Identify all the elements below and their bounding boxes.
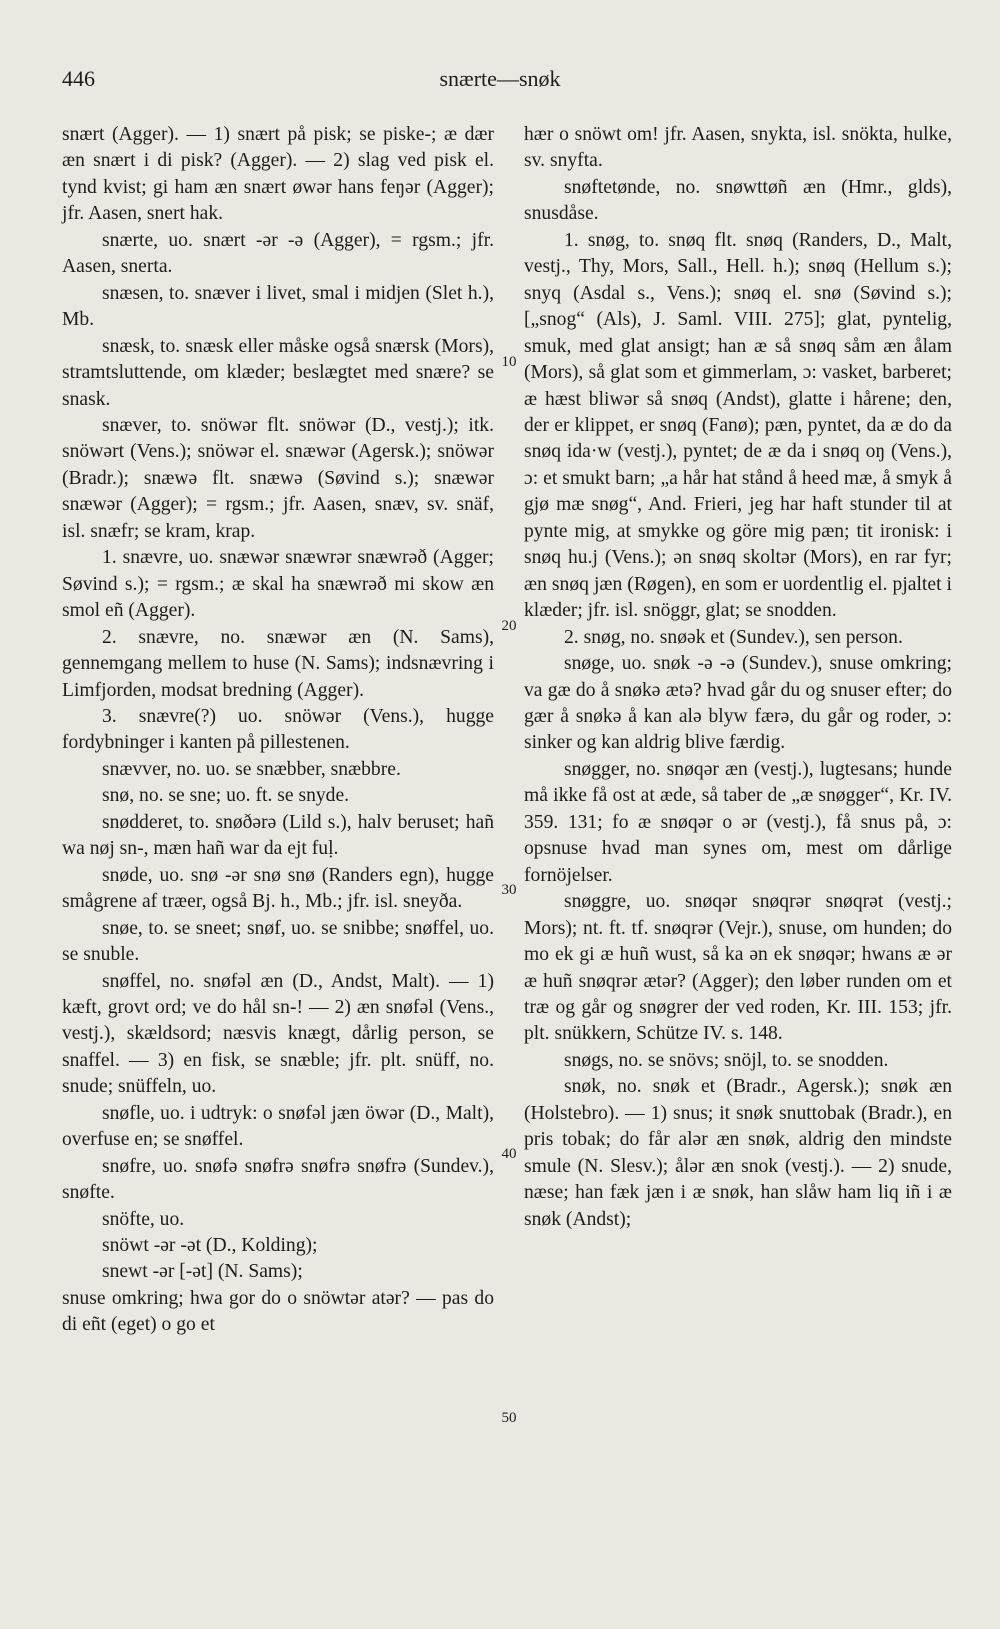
line-number: 50: [501, 1410, 517, 1426]
left-column: [62, 122, 494, 1339]
entry-form-line: snöwt -ər -ət (D., Kolding);: [102, 1235, 318, 1257]
entry: snøfre, uo. snøfə snøfrə snøfrə snøfrə (Sundev.), snøfte.: [62, 1155, 494, 1204]
entry: snøe, to. se sneet; snøf, uo. se snibbe; snøffel, uo. se snuble.: [62, 917, 494, 966]
entry: 3. snævre(?) uo. snöwər (Vens.), hugge fordybninger i kanten på pillestenen.: [62, 705, 494, 754]
entry-continuation: hær o snöwt om! jfr. Aasen, snykta, isl. snökta, hulke, sv. snyfta.: [524, 124, 952, 172]
entry: 1. snævre, uo. snæwər snæwrər snæwrəð (Agger; Søvind s.); = rgsm.; æ skal ha snæwrəð mi skow æn smol eñ (Agger).: [62, 547, 494, 622]
entry: snødderet, to. snøðərə (Lild s.), halv beruset; hañ wa nøj sn-, mæn hañ war da ejt fuḷ.: [62, 811, 494, 860]
entry: snæver, to. snöwər flt. snöwər (D., vestj.); itk. snöwərt (Vens.); snöwər el. snæwər (Agersk.); snöwər (Bradr.); snæwə flt. snæwə (Søvind s.); snæwər snæwər (Agger); = rgsm.; jfr. Aasen, snæv, sv. snäf, isl. snæfr; se kram, krap.: [62, 414, 494, 542]
line-number: 30: [501, 882, 517, 898]
entry: 2. snævre, no. snæwər æn (N. Sams), gennemgang mellem to huse (N. Sams); indsnævring i Limfjorden, modsat bredning (Agger).: [62, 626, 494, 701]
entry: snøftetønde, no. snøwttøñ æn (Hmr., glds), snusdåse.: [524, 176, 952, 225]
entry-continuation: snuse omkring; hwa gor do o snöwtər atər? — pas do di eñt (eget) o go et: [62, 1287, 494, 1336]
entry: snæsk, to. snæsk eller måske også snærsk (Mors), stramtsluttende, om klæder; beslægtet med snære? se snask.: [62, 335, 494, 410]
entry: 1. snøg, to. snøq flt. snøq (Randers, D., Malt, vestj., Thy, Mors, Sall., Hell. h.); snøq (Hellum s.); snyq (Asdal s., Vens.); snøq el. snø (Søvind s.); [„snog“ (Als), J. Saml. VIII. 275]; glat, pyntelig, smuk, med glat ansigt; han æ så snøq såm æn ålam (Mors), så glat som et gimmerlam, ɔ: vasket, barberet; æ hæst bliwər så snøq (Andst), glatte i hårene; den, der er klippet, er snøq (Fanø); pæn, pyntet, da æ do da snøq ida·w (vestj.), pyntet; de æ da i snøq oŋ (Vens.), ɔ: et smukt barn; „a hår hat stånd å heed mæ, å smyk å gjø mæ snøg“, And. Frieri, jeg har haft stunder til at pynte mig, at smykke og göre mig pæn; tit ironisk: i snøq hu.j (Vens.); ən snøq skoltər (Mors), en rar fyr; æn snøq jæn (Røgen), en som er uordentlig el. pjaltet i klæder; jfr. isl. snöggr, glat; se snodden.: [524, 229, 952, 622]
entry: snæsen, to. snæver i livet, smal i midjen (Slet h.), Mb.: [62, 282, 494, 331]
line-number: 10: [501, 354, 517, 370]
entry: 2. snøg, no. snøək et (Sundev.), sen person.: [564, 626, 903, 648]
entry: snöfte, uo.: [102, 1208, 185, 1230]
entry: snævver, no. uo. se snæbber, snæbbre.: [102, 758, 401, 780]
entry: snø, no. se sne; uo. ft. se snyde.: [102, 785, 350, 807]
running-head: snærte—snøk: [439, 66, 561, 91]
entry: snøk, no. snøk et (Bradr., Agersk.); snøk æn (Holstebro). — 1) snus; it snøk snuttobak (Bradr.), en pris tobak; do får alər æn snøk, aldrig den mindste smule (N. Slesv.); ålər æn snok (vestj.). — 2) snude, næse; han fæk jæn i æ snøk, han slåw ham liq iñ i æ snøk (Andst);: [524, 1076, 952, 1230]
line-number: 20: [501, 618, 517, 634]
page-header: [62, 66, 938, 96]
entry: snærte, uo. snært -ər -ə (Agger), = rgsm.; jfr. Aasen, snerta.: [62, 229, 494, 278]
right-column: [524, 122, 952, 1233]
entry: snøge, uo. snøk -ə -ə (Sundev.), snuse omkring; va gæ do å snøkə ætə? hvad går du og snuser efter; do gær å snøkə å kan alə blyw færə, du går og roder, ɔ: sinker og kan aldrig blive færdig.: [524, 653, 952, 754]
entry-form-line: snewt -ər [-ət] (N. Sams);: [102, 1261, 303, 1283]
line-number: 40: [501, 1146, 517, 1162]
entry: snært (Agger). — 1) snært på pisk; se piske-; æ dær æn snært i di pisk? (Agger). — 2) slag ved pisk el. tynd kvist; gi ham æn snært øwər hans feŋər (Agger); jfr. Aasen, snert hak.: [62, 124, 494, 225]
entry: snøgger, no. snøqər æn (vestj.), lugtesans; hunde må ikke få ost at æde, så taber de „æ snøgger“, Kr. IV. 359. 131; fo æ snøqər o ər (vestj.), få snus på, ɔ: opsnuse hvad man synes om, mest om dårlige fornöjelser.: [524, 758, 952, 886]
entry: snøggre, uo. snøqər snøqrər snøqrət (vestj.; Mors); nt. ft. tf. snøqrər (Vejr.), snuse, om hunden; do mo ek gi æ huñ wust, så ka ən ek snøqər; hwans æ ər æ huñ snøqrər ætər? (Agger); den løber runden om et træ og går og snøgrer der ved roden, Kr. III. 153; jfr. plt. snükkern, Schütze IV. s. 148.: [524, 891, 952, 1045]
entry: snøde, uo. snø -ər snø snø (Randers egn), hugge smågrene af træer, også Bj. h., Mb.; jfr. isl. sneyða.: [62, 864, 494, 913]
page-number: 446: [62, 66, 95, 91]
entry: snøgs, no. se snövs; snöjl, to. se snodden.: [564, 1049, 889, 1071]
entry: snøfle, uo. i udtryk: o snøfəl jæn öwər (D., Malt), overfuse en; se snøffel.: [62, 1102, 494, 1151]
entry: snøffel, no. snøfəl æn (D., Andst, Malt). — 1) kæft, grovt ord; ve do hål sn-! — 2) æn snøfəl (Vens., vestj.), skældsord; næsvis knægt, dårlig person, se snaffel. — 3) en fisk, se snæble; jfr. plt. snüff, no. snude; snüffeln, uo.: [62, 970, 494, 1098]
